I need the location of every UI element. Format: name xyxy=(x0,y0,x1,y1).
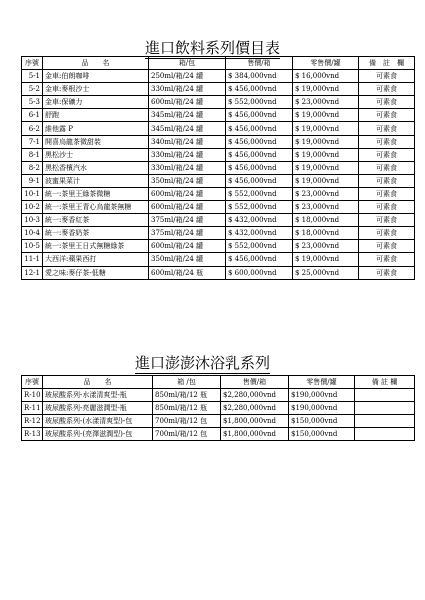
table-cell: 5-1 xyxy=(22,70,43,83)
table-cell: 850ml/箱/12 瓶 xyxy=(153,402,221,415)
table-cell: 可素食 xyxy=(359,174,415,187)
table-row xyxy=(22,187,415,200)
table-row xyxy=(22,174,415,187)
table-cell: 可素食 xyxy=(359,161,415,174)
table-cell: $ 552,000vnd xyxy=(226,201,293,214)
table-cell: R-11 xyxy=(22,402,43,415)
column-header: 售價/箱 xyxy=(226,57,293,70)
table-cell: 可素食 xyxy=(359,109,415,122)
table-cell: 350ml/箱/24 罐 xyxy=(149,253,226,266)
table-cell: $150,000vnd xyxy=(289,428,355,441)
table-cell: 375ml/箱/24 罐 xyxy=(149,214,226,227)
table-cell: 5-2 xyxy=(22,83,43,96)
column-header: 品 名 xyxy=(43,376,153,389)
table-row xyxy=(22,135,415,148)
table-cell: 600ml/箱/24 罐 xyxy=(149,96,226,109)
table-cell: $ 23,000vnd xyxy=(293,187,359,200)
column-header: 序號 xyxy=(22,376,43,389)
table-cell: 開喜烏龍茶微甜裝 xyxy=(43,135,149,148)
table-row xyxy=(22,402,415,415)
table-cell: $ 19,000vnd xyxy=(293,109,359,122)
table-cell: 9-1 xyxy=(22,174,43,187)
table-cell: 統一:茶里王青心烏龍茶無糖 xyxy=(43,201,149,214)
beverage-section-title: 進口飲料系列價目表 xyxy=(144,39,280,57)
table-cell: 250ml/箱/24 罐 xyxy=(149,70,226,83)
table-cell: 波蜜果菜汁 xyxy=(43,174,149,187)
table-cell: $ 456,000vnd xyxy=(226,148,293,161)
table-cell: 玻尿酸系列-水漾清爽型-瓶 xyxy=(43,389,153,402)
table-cell: R-10 xyxy=(22,389,43,402)
table-cell: 340ml/箱/24 罐 xyxy=(149,135,226,148)
column-header: 箱/包 xyxy=(149,57,226,70)
table-cell: $ 23,000vnd xyxy=(293,240,359,253)
table-cell: 330ml/箱/24 罐 xyxy=(149,148,226,161)
table-row xyxy=(22,214,415,227)
table-cell: $ 19,000vnd xyxy=(293,135,359,148)
table-cell: 可素食 xyxy=(359,70,415,83)
table-cell: $1,800,000vnd xyxy=(221,415,289,428)
table-cell: $ 456,000vnd xyxy=(226,174,293,187)
bodywash-price-table xyxy=(21,375,415,441)
table-cell: 維他露 P xyxy=(43,122,149,135)
table-cell: $ 456,000vnd xyxy=(226,253,293,266)
table-cell: $190,000vnd xyxy=(289,389,355,402)
table-cell: 可素食 xyxy=(359,187,415,200)
table-cell: 345ml/箱/24 罐 xyxy=(149,122,226,135)
table-cell: $ 19,000vnd xyxy=(293,174,359,187)
table-row xyxy=(22,227,415,240)
bodywash-section-title: 進口澎澎沐浴乳系列 xyxy=(134,354,270,372)
table-cell: $ 384,000vnd xyxy=(226,70,293,83)
table-cell: 統一:麥香奶茶 xyxy=(43,227,149,240)
table-cell: $ 18,000vnd xyxy=(293,214,359,227)
table-cell: 統一:茶里王日式無糖綠茶 xyxy=(43,240,149,253)
table-row xyxy=(22,96,415,109)
table-cell: 10-2 xyxy=(22,201,43,214)
table-cell: 375ml/箱/24 罐 xyxy=(149,227,226,240)
table-cell: $ 19,000vnd xyxy=(293,122,359,135)
table-cell: $ 23,000vnd xyxy=(293,201,359,214)
table-cell: $ 19,000vnd xyxy=(293,148,359,161)
table-cell: 可素食 xyxy=(359,266,415,279)
table-row xyxy=(22,415,415,428)
table-cell: 黑松香檳汽水 xyxy=(43,161,149,174)
table-cell: $2,280,000vnd xyxy=(221,402,289,415)
table-cell: $ 16,000vnd xyxy=(293,70,359,83)
table-row xyxy=(22,109,415,122)
table-cell: 10-1 xyxy=(22,187,43,200)
table-cell: 金車:麥根沙士 xyxy=(43,83,149,96)
table-cell: 可素食 xyxy=(359,240,415,253)
column-header: 序號 xyxy=(22,57,43,70)
table-header-row xyxy=(22,376,415,389)
table-cell: 可素食 xyxy=(359,148,415,161)
table-cell: 金車:保礦力 xyxy=(43,96,149,109)
table-row xyxy=(22,389,415,402)
table-cell: 330ml/箱/24 罐 xyxy=(149,161,226,174)
table-header-row xyxy=(22,57,415,70)
table-cell: $ 456,000vnd xyxy=(226,161,293,174)
table-cell: $ 456,000vnd xyxy=(226,83,293,96)
column-header: 零售價/罐 xyxy=(289,376,355,389)
table-row xyxy=(22,201,415,214)
table-cell: 345ml/箱/24 罐 xyxy=(149,109,226,122)
column-header: 箱 /包 xyxy=(153,376,221,389)
table-cell: 600ml/箱/24 罐 xyxy=(149,240,226,253)
table-cell: 可素食 xyxy=(359,227,415,240)
column-header: 備 註 欄 xyxy=(359,57,415,70)
table-cell: $ 456,000vnd xyxy=(226,122,293,135)
table-cell: R-13 xyxy=(22,428,43,441)
table-cell: 330ml/箱/24 罐 xyxy=(149,83,226,96)
table-cell: $ 456,000vnd xyxy=(226,135,293,148)
table-cell: 700ml/箱/12 包 xyxy=(153,415,221,428)
table-cell: $2,280,000vnd xyxy=(221,389,289,402)
table-cell: $ 432,000vnd xyxy=(226,227,293,240)
table-cell: 金車:伯朗咖啡 xyxy=(43,70,149,83)
table-cell: 舒跑 xyxy=(43,109,149,122)
table-cell: 黑松沙士 xyxy=(43,148,149,161)
table-cell: 玻尿酸系列-亮麗滋潤型-瓶 xyxy=(43,402,153,415)
table-row xyxy=(22,70,415,83)
table-cell: 11-1 xyxy=(22,253,43,266)
table-cell: $ 600,000vnd xyxy=(226,266,293,279)
table-cell: 10-5 xyxy=(22,240,43,253)
table-cell: 6-2 xyxy=(22,122,43,135)
table-cell: 可素食 xyxy=(359,96,415,109)
beverage-price-table xyxy=(21,56,415,280)
table-cell: $ 432,000vnd xyxy=(226,214,293,227)
table-cell: 600ml/箱/24 瓶 xyxy=(149,266,226,279)
table-cell: 8-1 xyxy=(22,148,43,161)
table-cell: 可素食 xyxy=(359,253,415,266)
table-cell: 10-3 xyxy=(22,214,43,227)
table-cell: 850ml/箱/12 瓶 xyxy=(153,389,221,402)
table-cell: 350ml/箱/24 罐 xyxy=(149,174,226,187)
table-cell: 愛之味:麥仔茶-低糖 xyxy=(43,266,149,279)
table-cell: $ 23,000vnd xyxy=(293,96,359,109)
table-cell: R-12 xyxy=(22,415,43,428)
table-cell: 600ml/箱/24 罐 xyxy=(149,187,226,200)
table-cell: $ 19,000vnd xyxy=(293,83,359,96)
table-row xyxy=(22,148,415,161)
table-row xyxy=(22,122,415,135)
table-cell: 可素食 xyxy=(359,83,415,96)
table-cell: $ 552,000vnd xyxy=(226,96,293,109)
table-cell: $ 456,000vnd xyxy=(226,109,293,122)
table-cell: 8-2 xyxy=(22,161,43,174)
column-header: 零售價/罐 xyxy=(293,57,359,70)
table-cell: 大西洋:蘋果西打 xyxy=(43,253,149,266)
table-cell: $ 552,000vnd xyxy=(226,240,293,253)
table-cell: $1,800,000vnd xyxy=(221,428,289,441)
table-cell: 7-1 xyxy=(22,135,43,148)
table-row xyxy=(22,266,415,279)
table-cell: 可素食 xyxy=(359,201,415,214)
table-cell: 5-3 xyxy=(22,96,43,109)
table-row xyxy=(22,253,415,266)
column-header: 品 名 xyxy=(43,57,149,70)
table-cell: 玻尿酸系列-(水漾清爽型)-包 xyxy=(43,415,153,428)
table-cell: 600ml/箱/24 罐 xyxy=(149,201,226,214)
table-cell: 玻尿酸系列-(亮澤滋潤型)-包 xyxy=(43,428,153,441)
table-cell: $ 25,000vnd xyxy=(293,266,359,279)
table-cell: 可素食 xyxy=(359,122,415,135)
table-cell: $190,000vnd xyxy=(289,402,355,415)
table-cell: 6-1 xyxy=(22,109,43,122)
table-cell xyxy=(355,428,415,441)
table-row xyxy=(22,428,415,441)
table-cell: 12-1 xyxy=(22,266,43,279)
table-cell: $ 19,000vnd xyxy=(293,161,359,174)
table-cell: $ 18,000vnd xyxy=(293,227,359,240)
table-cell: 統一:麥香紅茶 xyxy=(43,214,149,227)
table-cell: $150,000vnd xyxy=(289,415,355,428)
table-cell: 10-4 xyxy=(22,227,43,240)
table-cell: $ 19,000vnd xyxy=(293,253,359,266)
table-row xyxy=(22,240,415,253)
table-cell xyxy=(355,415,415,428)
table-cell: $ 552,000vnd xyxy=(226,187,293,200)
table-cell xyxy=(355,402,415,415)
table-cell xyxy=(355,389,415,402)
table-cell: 700ml/箱/12 包 xyxy=(153,428,221,441)
table-row xyxy=(22,161,415,174)
column-header: 售價/箱 xyxy=(221,376,289,389)
table-cell: 可素食 xyxy=(359,214,415,227)
table-cell: 可素食 xyxy=(359,135,415,148)
table-row xyxy=(22,83,415,96)
table-cell: 統一:茶里王綠茶微糖 xyxy=(43,187,149,200)
column-header: 備 註 欄 xyxy=(355,376,415,389)
